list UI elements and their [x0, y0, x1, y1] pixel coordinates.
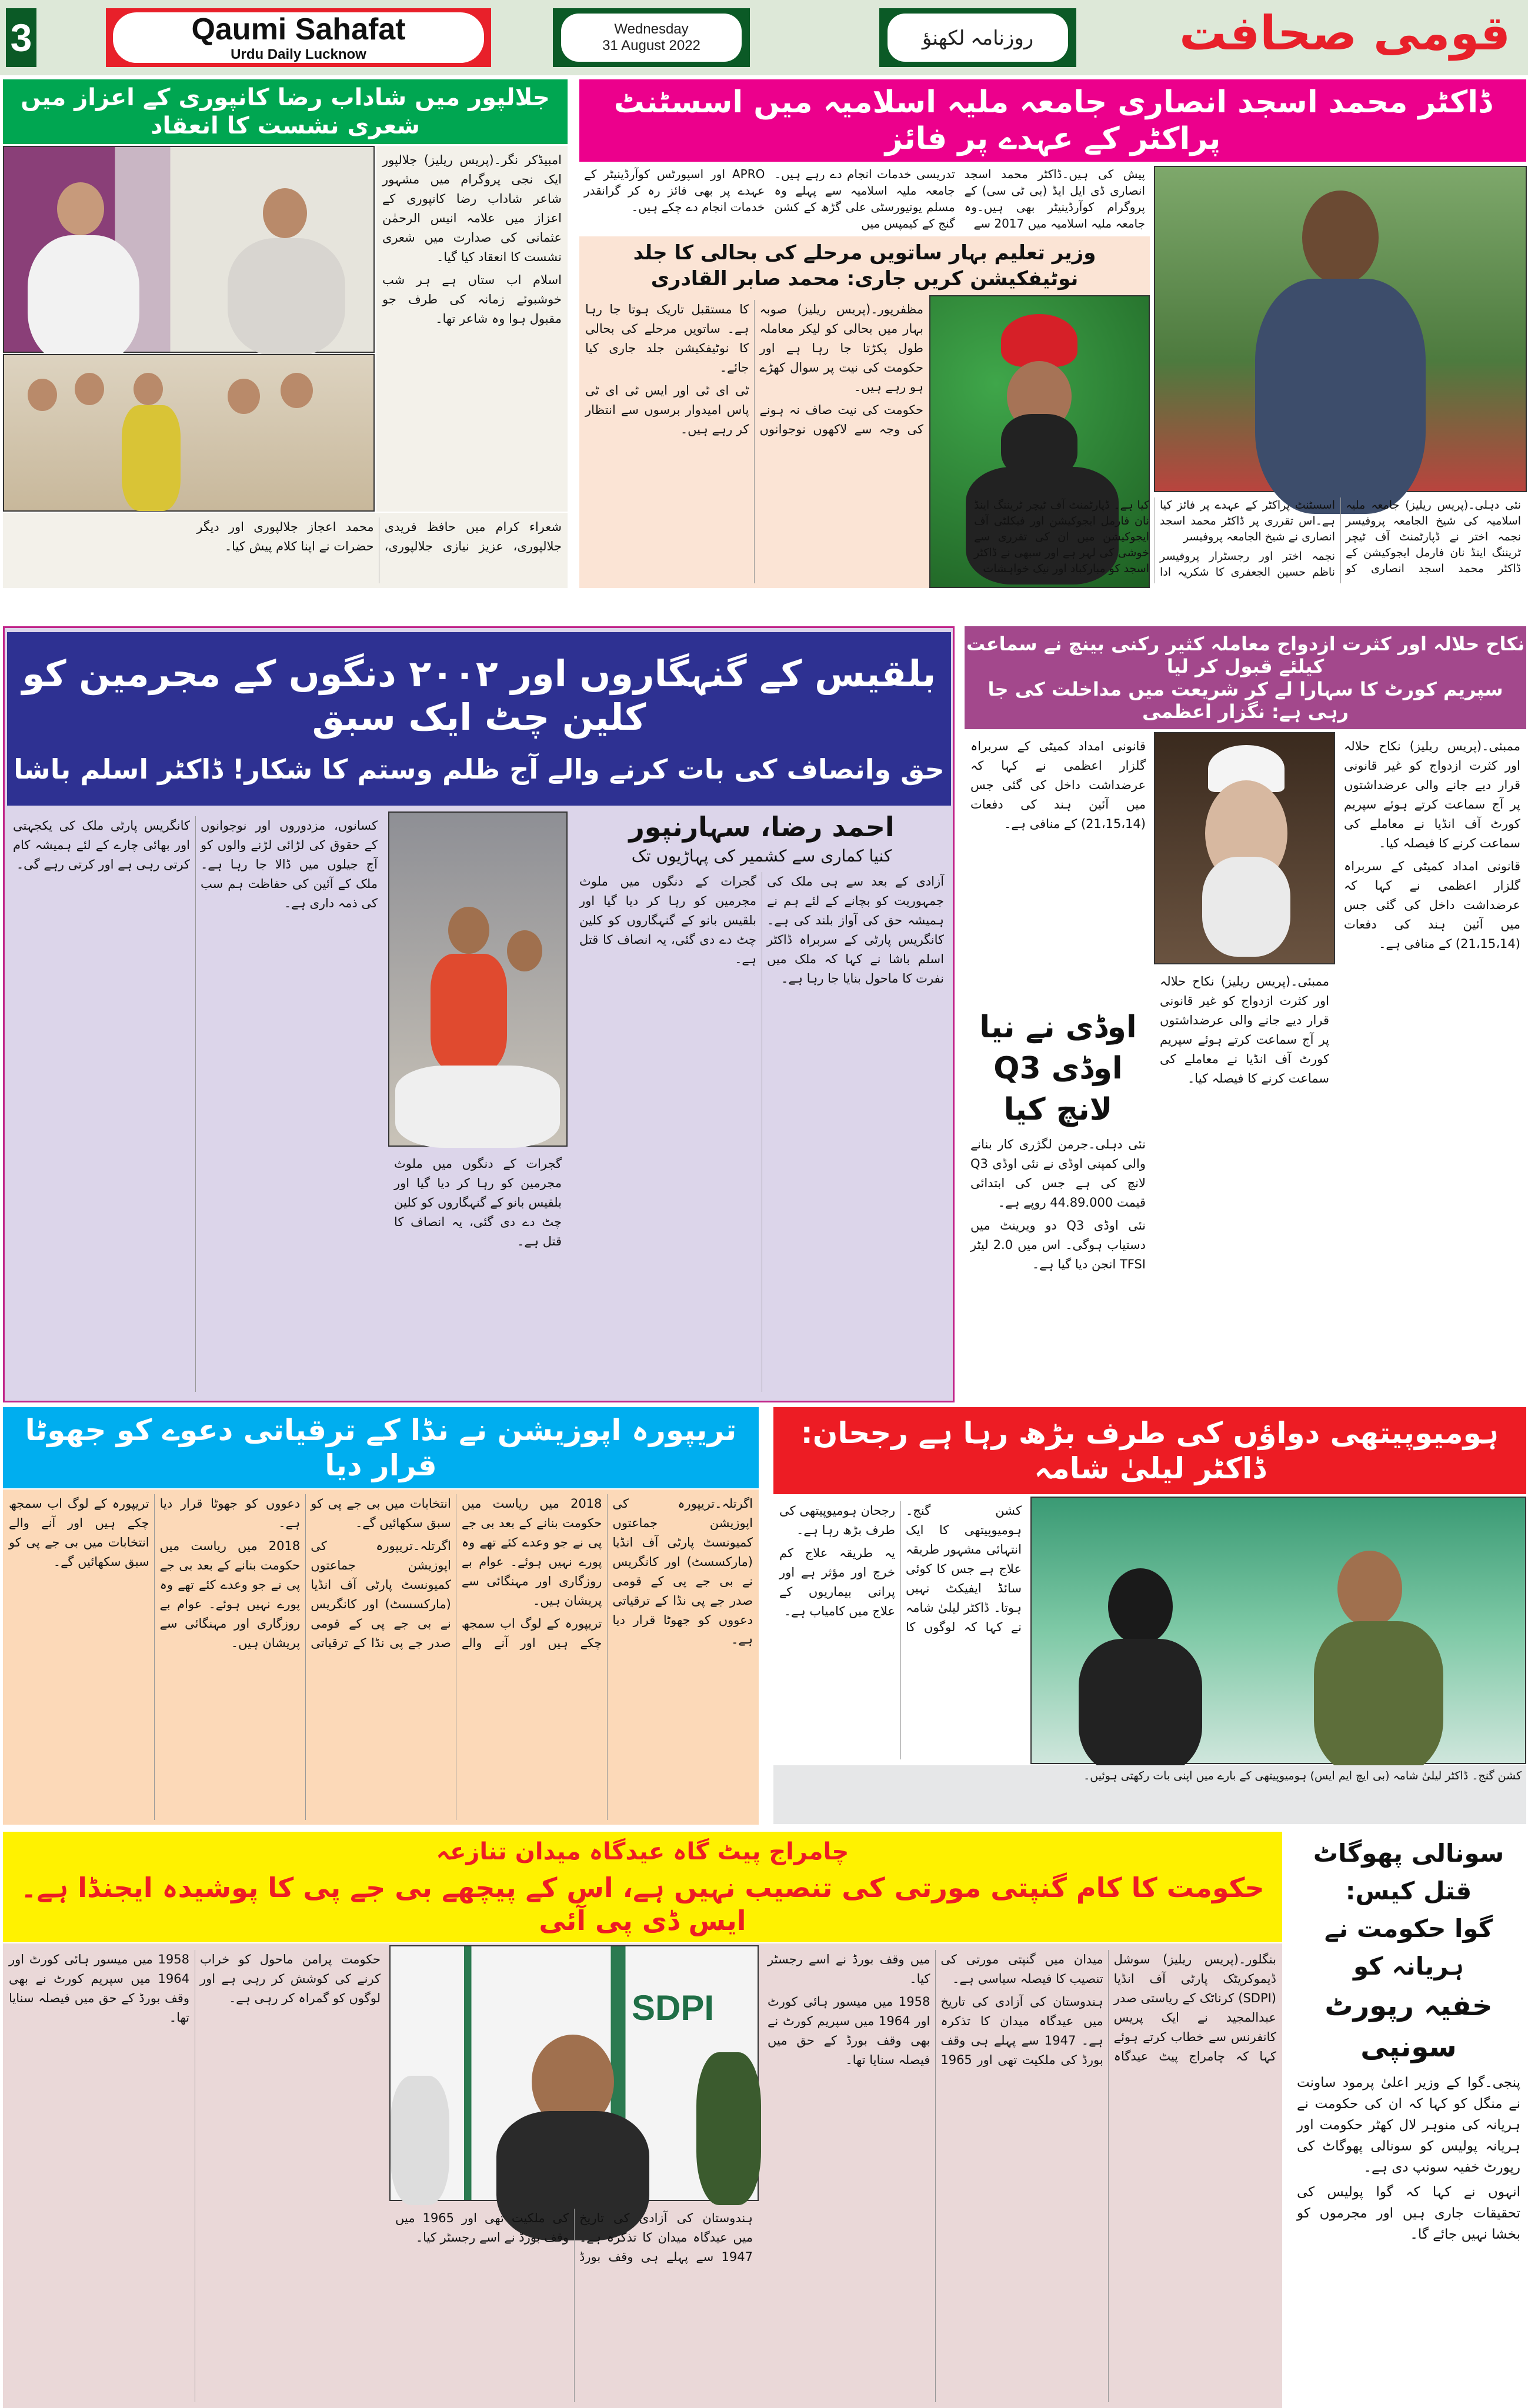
weekday: Wednesday	[614, 21, 689, 37]
homeo-headline: ہومیوپیتھی دواؤں کی طرف بڑھ رہا ہے رجحان: ڈاکٹر لیلیٰ شامہ	[773, 1407, 1526, 1494]
sonali-headline-3: خفیہ رپورٹ سونپی	[1325, 1989, 1493, 2063]
halala-body-right	[1338, 732, 1526, 1400]
audi-article	[965, 1007, 1152, 1400]
paragraph: یہ طریقہ علاج کم خرچ اور مؤثر ہے اور پرانی بیماریوں کے علاج میں کامیاب ہے۔	[779, 1546, 895, 1618]
paragraph: گجرات کے دنگوں میں ملوث مجرمین کو رہا کر دیا گیا اور بلقیس بانو کے گنہگاروں کو کلین چٹ دے دی گئی، یہ انصاف کا قتل ہے۔	[394, 1157, 562, 1248]
bilqis-headline-block	[7, 632, 951, 806]
halala-body-mid	[1154, 967, 1335, 1400]
paragraph: مظفرپور۔(پریس ریلیز) صوبہ بہار میں بحالی کو لیکر معاملہ طول پکڑتا جا رہا ہے اور حکومت کی نیت پر سوال کھڑے ہو رہے ہیں۔	[759, 302, 923, 394]
paragraph: گجرات کے دنگوں میں ملوث مجرمین کو رہا کر دیا گیا اور بلقیس بانو کے گنہگاروں کو کلین چٹ دے دی گئی، یہ انصاف کا قتل ہے۔	[579, 874, 756, 966]
page-number: 3	[6, 8, 36, 67]
bihar-headline: وزیر تعلیم بہار ساتویں مرحلے کی بحالی کا جلد نوٹیفکیشن کریں جاری: محمد صابر القادری	[633, 241, 1096, 290]
paragraph: حکومت کی نیت صاف نہ ہونے کی وجہ سے لاکھوں نوجوانوں کا مستقبل تاریک ہوتا جا رہا ہے۔ ساتویں مرحلے کی بحالی کا نوٹیفکیشن جلد جاری کیا جائے۔	[585, 302, 923, 436]
jalalpur-body-b	[3, 513, 568, 588]
halala-headline-2: سپریم کورٹ کا سہارا لے کر شریعت میں مداخلت کی جا رہی ہے: نگزار اعظمی	[987, 677, 1503, 723]
bilqis-headline: بلقیس کے گنہگاروں اور ۲۰۰۲ دنگوں کے مجرمین کو کلین چٹ ایک سبق	[22, 652, 936, 739]
sdpi-photo	[389, 1945, 759, 2201]
paragraph: پنجی۔گوا کے وزیر اعلیٰ پرمود ساونت نے منگل کو کہا کہ ان کی حکومت نے ہریانہ کی منوہر لال کھٹر حکومت اور ہریانہ پولیس کو سونالی پھوگاٹ کی رپورٹ خفیہ سونپ دی ہے۔	[1297, 2075, 1520, 2175]
masthead-english	[106, 8, 491, 67]
paragraph: حکومت پرامن ماحول کو خراب کرنے کی کوشش کر رہی ہے اور لوگوں کو گمراہ کر رہی ہے۔	[200, 1952, 381, 2005]
issue-date: 31 August 2022	[602, 38, 700, 54]
paragraph: اسلام اب ستاں ہے ہر شب خوشبوئے زمانہ کی طرف جو مقبول ہوا وہ شاعر تھا۔	[382, 273, 562, 326]
bilqis-subheadline: حق وانصاف کی بات کرنے والے آج ظلم وستم کا شکار! ڈاکٹر اسلم باشا	[14, 753, 945, 786]
sdpi-kicker: چامراج پیٹ گاہ عیدگاہ میدان تنازعہ	[436, 1838, 849, 1865]
paragraph: شعراء کرام میں حافظ فریدی جلالپوری، عزیز نیازی جلالپوری، محمد اعجاز جلالپوری اور دیگر حضرات نے اپنا کلام پیش کیا۔	[196, 520, 562, 553]
bilqis-byline: احمد رضا، سہارنپور	[629, 811, 895, 843]
asjad-headline: ڈاکٹر محمد اسجد انصاری جامعہ ملیہ اسلامیہ میں اسسٹنٹ پراکٹر کے عہدے پر فائز	[579, 79, 1526, 162]
paragraph: قانونی امداد کمیٹی کے سربراہ گلزار اعظمی نے کہا کہ عرضداشت داخل کی گئی جس میں آئین ہند کی دفعات (21،15،14) کے منافی ہے۔	[1344, 859, 1520, 951]
roznama-box	[879, 8, 1076, 67]
paragraph: اگرتلہ۔تریپورہ کی اپوزیشن جماعتوں کمیونسٹ پارٹی آف انڈیا (مارکسسٹ) اور کانگریس نے بی جے پی کے قومی صدر جے پی نڈا کے ترقیاتی دعووں کو جھوٹا قرار دیا ہے۔	[159, 1497, 451, 1650]
tripura-headline: تریپورہ اپوزیشن نے نڈا کے ترقیاتی دعوے کو جھوٹا قرار دیا	[3, 1407, 759, 1488]
homeo-photo	[1030, 1497, 1526, 1764]
masthead-urdu: قومی صحافت	[1179, 6, 1510, 61]
paragraph: نئی دہلی۔(پریس ریلیز) جامعہ ملیہ اسلامیہ کی شیخ الجامعہ پروفیسر نجمہ اختر نے ڈپارٹمنٹ آف ٹیچر ٹریننگ اینڈ نان فارمل ایجوکیشن کے ڈاکٹر محمد اسجد انصاری کو اسسٹنٹ پراکٹر کے عہدے پر فائز کیا ہے۔اس تقرری پر ڈاکٹر محمد اسجد انصاری نے شیخ الجامعہ پروفیسر	[1160, 499, 1521, 575]
paragraph: ہندوستان کی آزادی کی تاریخ میں عیدگاہ میدان کا تذکرہ ہے۔ 1947 سے پہلے ہی وقف بورڈ کی ملکیت تھی اور 1965 میں وقف بورڈ نے اسے رجسٹر کیا۔	[768, 1952, 1103, 2067]
paragraph: نجمہ اختر اور رجسٹرار پروفیسر ناظم حسین الجعفری کا شکریہ ادا کیا ہے۔ ڈپارٹمنٹ آف ٹیچر ٹریننگ اینڈ نان فارمل ایجوکیشن اور فیکلٹی آف ایجوکیشن میں ان کی تقرری سے خوشی کی لہر ہے اور سبھی نے ڈاکٹر اسجد کو مبارکباد اور نیک خواہشات	[974, 499, 1335, 579]
bilqis-body-right	[573, 867, 950, 1397]
sdpi-body-right	[762, 1945, 1282, 2407]
bilqis-body-left	[7, 811, 383, 1397]
paragraph: 2018 میں ریاست میں حکومت بنانے کے بعد بی جے پی نے جو وعدے کئے تھے وہ پورے نہیں ہوئے۔ عوام بے روزگاری اور مہنگائی سے پریشان ہیں۔	[461, 1497, 602, 1608]
paragraph: قانونی امداد کمیٹی کے سربراہ گلزار اعظمی نے کہا کہ عرضداشت داخل کی گئی جس میں آئین ہند کی دفعات (21،15،14) کے منافی ہے۔	[970, 739, 1146, 831]
paragraph: ممبئی۔(پریس ریلیز) نکاح حلالہ اور کثرت ازدواج کو غیر قانونی قرار دیے جانے والی عرضداشتوں پر آج سماعت کرتے ہوئے سپریم کورٹ آف انڈیا نے معاملے کی سماعت کرنے کا فیصلہ کیا۔	[1160, 974, 1329, 1086]
sonali-article	[1291, 1835, 1526, 2405]
tripura-body	[3, 1489, 759, 1825]
paragraph: تریپورہ کے لوگ اب سمجھ چکے ہیں اور آنے والے انتخابات میں بی جے پی کو سبق سکھائیں گے۔	[9, 1497, 149, 1569]
paragraph: کانگریس پارٹی ملک کی یکجہتی اور بھائی چارے کے لئے ہمیشہ کام کرتی رہی ہے اور کرتی رہے گی۔	[13, 819, 190, 871]
poetry-photo-1	[3, 146, 375, 353]
paragraph: ممبئی۔(پریس ریلیز) نکاح حلالہ اور کثرت ازدواج کو غیر قانونی قرار دیے جانے والی عرضداشتوں پر آج سماعت کرتے ہوئے سپریم کورٹ آف انڈیا نے معاملے کی سماعت کرنے کا فیصلہ کیا۔	[1344, 739, 1520, 850]
paragraph: 1958 میں میسور ہائی کورٹ اور 1964 میں سپریم کورٹ نے بھی وقف بورڈ کے حق میں فیصلہ سنایا تھا۔	[9, 1952, 189, 2025]
sdpi-banner-text: SDPI	[632, 1988, 715, 2028]
paragraph: امبیڈکر نگر۔(پریس ریلیز) جلالپور ایک نجی پروگرام میں مشہور شاعر شاداب رضا کانپوری کے اعزاز میں علامہ انیس الرحمٰن عثمانی کی صدارت میں شعری نشست کا انعقاد کیا گیا۔	[382, 153, 562, 264]
sdpi-body-left	[3, 1945, 386, 2407]
date-box	[553, 8, 750, 67]
halala-headline-block	[965, 626, 1526, 729]
paragraph: تریپورہ کے لوگ اب سمجھ چکے ہیں اور آنے والے انتخابات میں بی جے پی کو سبق سکھائیں گے۔	[311, 1497, 602, 1650]
bilqis-body-mid	[388, 1150, 568, 1397]
halala-photo	[1154, 732, 1335, 964]
paragraph: بنگلور۔(پریس ریلیز) سوشل ڈیموکریٹک پارٹی آف انڈیا (SDPI) کرناٹک کے ریاستی صدر عبدالمجید نے ایک پریس کانفرنس سے خطاب کرتے ہوئے کہا کہ چامراج پیٹ عیدگاہ میدان میں گنپتی مورتی کی تنصیب کا فیصلہ سیاسی ہے۔	[940, 1952, 1276, 2063]
halala-headline: نکاح حلالہ اور کثرت ازدواج معاملہ کثیر رکنی بینچ نے سماعت کیلئے قبول کر لیا	[966, 632, 1525, 678]
paragraph: نئی اوڈی Q3 دو ویرینٹ میں دستیاب ہوگی۔ اس میں 2.0 لیٹر TFSI انجن دیا گیا ہے۔	[970, 1218, 1146, 1271]
asjad-intro	[579, 163, 1150, 235]
masthead-subtitle: Urdu Daily Lucknow	[231, 46, 366, 62]
paragraph: 2018 میں ریاست میں حکومت بنانے کے بعد بی جے پی نے جو وعدے کئے تھے وہ پورے نہیں ہوئے۔ عوام بے روزگاری اور مہنگائی سے پریشان ہیں۔	[159, 1539, 301, 1650]
paragraph: ٹی ای ٹی اور ایس ٹی ای ٹی پاس امیدوار برسوں سے انتظار کر رہے ہیں۔	[585, 383, 749, 436]
sdpi-headline-block	[3, 1832, 1282, 1942]
paragraph: پیش کی ہیں۔ڈاکٹر محمد اسجد انصاری ڈی ایل ایڈ (بی ٹی سی) کے پروگرام کوآرڈینیٹر بھی ہیں۔وہ جامعہ ملیہ اسلامیہ میں 2017 سے	[964, 167, 1145, 231]
paragraph: APRO اور اسپورٹس کوآرڈینیٹر کے عہدے پر بھی فائز رہ کر گرانقدر خدمات انجام دے چکے ہیں۔	[584, 167, 765, 214]
audi-body	[965, 1130, 1152, 1400]
sdpi-body-mid	[389, 2204, 759, 2407]
paragraph: آزادی کے بعد سے ہی ملک کی جمہوریت کو بچانے کے لئے ہم نے ہمیشہ حق کی آواز بلند کی ہے۔ کانگریس پارٹی کے سربراہ ڈاکٹر اسلم باشا نے کہا کہ ملک میں نفرت کا ماحول بنایا جا رہا ہے۔	[767, 874, 944, 986]
halala-body-left	[965, 732, 1152, 1003]
sdpi-headline: حکومت کا کام گنپتی مورتی کی تنصیب نہیں ہے، اس کے پیچھے بی جے پی کا پوشیدہ ایجنڈا ہے۔ ایس ڈی پی آئی	[21, 1872, 1265, 1936]
sonali-headline: سونالی پھوگاٹ قتل کیس:	[1313, 1839, 1504, 1905]
poetry-photo-2	[3, 354, 375, 512]
paragraph: نئی دہلی۔جرمن لگژری کار بنانے والی کمپنی اوڈی نے نئی اوڈی Q3 لانچ کی ہے جس کی ابتدائی قیمت 44.89.000 روپے ہے۔	[970, 1137, 1146, 1210]
paragraph: انہوں نے کہا کہ گوا پولیس کی تحقیقات جاری ہیں اور مجرموں کو بخشا نہیں جائے گا۔	[1297, 2185, 1520, 2242]
roznama-label: روزنامہ لکھنؤ	[888, 14, 1068, 62]
asjad-portrait	[1154, 166, 1527, 492]
bilqis-kicker: کنیا کماری سے کشمیر کی پہاڑیوں تک	[631, 846, 892, 866]
audi-headline: اوڈی نے نیا اوڈی Q3 لانچ کیا	[979, 1010, 1137, 1127]
jalalpur-body-a	[376, 146, 568, 512]
bilqis-photo	[388, 811, 568, 1147]
paragraph: کشن گنج۔ ہومیوپیتھی کا ایک انتہائی مشہور طریقہ علاج ہے جس کا کوئی سائڈ ایفیکٹ نہیں ہوتا۔ ڈاکٹر لیلیٰ شامہ نے کہا کہ لوگوں کا رجحان ہومیوپیتھی کی طرف بڑھ رہا ہے۔	[779, 1504, 1022, 1634]
paragraph: تدریسی خدمات انجام دے رہے ہیں۔ جامعہ ملیہ اسلامیہ سے پہلے وہ مسلم یونیورسٹی علی گڑھ کے کشن گنج کے کیمپس میں	[774, 167, 955, 231]
paragraph: 1958 میں میسور ہائی کورٹ اور 1964 میں سپریم کورٹ نے بھی وقف بورڈ کے حق میں فیصلہ سنایا تھا۔	[768, 1995, 930, 2067]
paragraph: ہندوستان کی آزادی کی تاریخ میں عیدگاہ میدان کا تذکرہ ہے۔ 1947 سے پہلے ہی وقف بورڈ کی ملکیت تھی اور 1965 میں وقف بورڈ نے اسے رجسٹر کیا۔	[395, 2211, 753, 2264]
bihar-body	[579, 295, 929, 588]
sonali-headline-block	[1291, 1835, 1526, 2068]
homeo-body	[773, 1497, 1027, 1764]
masthead-title: Qaumi Sahafat	[191, 12, 406, 46]
bilqis-right-column	[573, 809, 950, 1397]
sonali-body	[1291, 2068, 1526, 2405]
jalalpur-headline: جلالپور میں شاداب رضا کانپوری کے اعزاز میں شعری نشست کا انعقاد	[3, 79, 568, 144]
paragraph: اگرتلہ۔تریپورہ کی اپوزیشن جماعتوں کمیونسٹ پارٹی آف انڈیا (مارکسسٹ) اور کانگریس نے بی جے پی کے قومی صدر جے پی نڈا کے ترقیاتی دعووں کو جھوٹا قرار دیا ہے۔	[612, 1497, 753, 1646]
sonali-headline-2: گوا حکومت نے ہریانہ کو	[1324, 1914, 1493, 1980]
asjad-body	[974, 493, 1527, 588]
homeo-caption: کشن گنج۔ ڈاکٹر لیلیٰ شامہ (بی ایچ ایم ایس) ہومیوپیتھی کے بارے میں اپنی بات رکھتی ہوئیں۔	[773, 1765, 1526, 1824]
paragraph: کسانوں، مزدوروں اور نوجوانوں کے حقوق کی لڑائی لڑنے والوں کو آج جیلوں میں ڈالا جا رہا ہے۔ ملک کے آئین کی حفاظت ہم سب کی ذمہ داری ہے۔	[201, 819, 378, 910]
